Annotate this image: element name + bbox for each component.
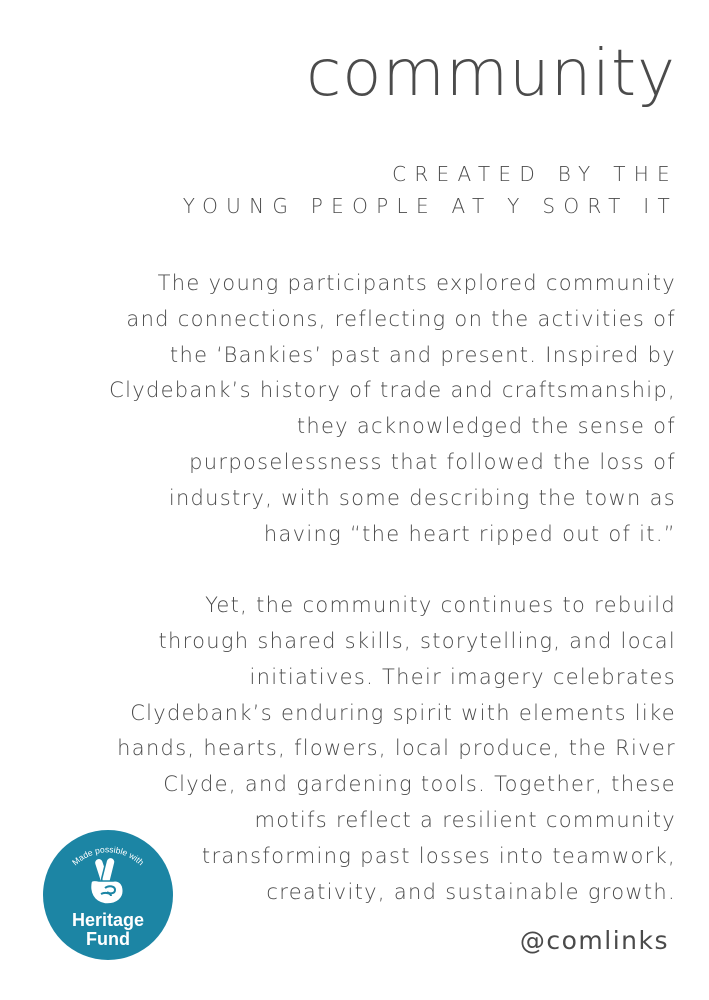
paragraph-line: purposelessness that followed the loss of — [189, 449, 676, 474]
social-handle: @comlinks — [519, 926, 669, 955]
subtitle — [183, 158, 678, 222]
paragraph-line: hands, hearts, flowers, local produce, the River — [117, 736, 676, 761]
paragraph-line: they acknowledged the sense of — [296, 414, 676, 439]
paragraph-line: motifs reflect a resilient community — [254, 807, 676, 832]
paragraph-line: creativity, and sustainable growth. — [266, 879, 676, 904]
heritage-fund-logo — [43, 830, 173, 960]
paragraph-line: Yet, the community continues to rebuild — [205, 593, 676, 618]
paragraph-line: the ‘Bankies’ past and present. Inspired by — [169, 342, 676, 367]
logo-tagline: Made possible with — [70, 844, 147, 868]
logo-name-line: Fund — [86, 929, 130, 949]
paragraph-line: The young participants explored community — [157, 271, 676, 295]
paragraph-line: initiatives. Their imagery celebrates — [249, 664, 676, 689]
crossed-fingers-hand-icon — [91, 856, 124, 904]
subtitle-line: YOUNG PEOPLE AT Y SORT IT — [182, 194, 678, 218]
page-title: community — [306, 37, 676, 111]
paragraph-line: industry, with some describing the town as — [168, 485, 676, 510]
logo-name-line: Heritage — [71, 910, 145, 930]
paragraph-line: Clydebank’s enduring spirit with elements like — [130, 700, 676, 725]
body-text — [109, 266, 676, 910]
subtitle-line: CREATED BY THE — [392, 162, 678, 186]
paragraph-line: through shared skills, storytelling, and local — [158, 628, 676, 653]
paragraph-line: transforming past losses into teamwork, — [201, 843, 676, 868]
logo-wordmark — [43, 911, 173, 949]
paragraph-line: Clyde, and gardening tools. Together, these — [163, 772, 676, 797]
paragraph-line: and connections, reflecting on the activities of — [126, 306, 676, 331]
paragraph-line: Clydebank’s history of trade and craftsmanship, — [109, 378, 676, 403]
paragraph-line: having “the heart ripped out of it.” — [263, 521, 676, 546]
paragraph-gap — [109, 552, 676, 588]
